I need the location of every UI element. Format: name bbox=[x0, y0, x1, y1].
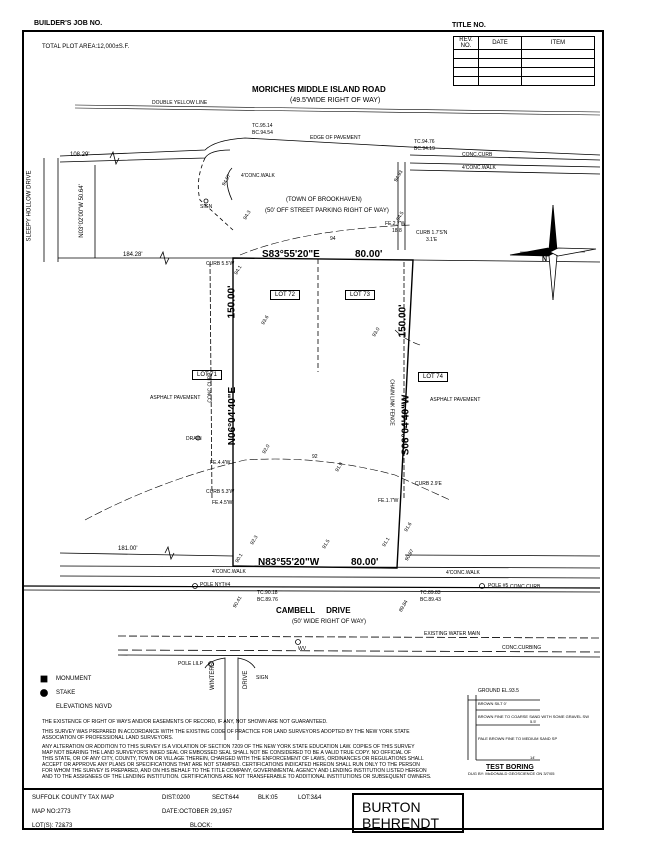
conc-walk-bottom-right: 4'CONC.WALK bbox=[446, 570, 480, 576]
tc-8983: TC.89.83 bbox=[420, 590, 441, 596]
water-main-label: EXISTING WATER MAIN bbox=[424, 631, 481, 637]
elev-920: 92.0 bbox=[261, 443, 272, 455]
sleepy-hollow-label: SLEEPY HOLLOW DRIVE bbox=[26, 170, 33, 242]
bc-8976: BC.89.76 bbox=[257, 597, 278, 603]
dist-south: 80.00' bbox=[351, 557, 379, 568]
note-3b: MAP NOT BEARING THE LAND SURVEYOR'S INKED SEAL OR EMBOSSED SEAL SHALL NOT BE CONSIDERED TO BE A VALID TRUE COPY. NO OFFICIAL OF bbox=[42, 750, 412, 756]
elev-901: 90.1 bbox=[234, 552, 245, 564]
stake-symbol bbox=[41, 690, 48, 697]
curb-29e: CURB 2.9'E bbox=[415, 481, 442, 487]
elev-94: 94 bbox=[330, 236, 336, 242]
top-road-row: (49.5'WIDE RIGHT OF WAY) bbox=[290, 97, 381, 104]
curb-53w: CURB 5.3'W bbox=[206, 489, 235, 495]
pole-lilp: POLE LILP bbox=[178, 661, 204, 667]
bc-8943: BC.89.43 bbox=[420, 597, 441, 603]
elev-9097: 90.97 bbox=[404, 548, 416, 563]
conc-walk-top-left: 4'CONC.WALK bbox=[241, 173, 275, 179]
water-main-line bbox=[118, 636, 600, 638]
elev-943: 94.3 bbox=[242, 209, 253, 221]
fe-17w: FE.1.7'W bbox=[378, 498, 399, 504]
pole-nyt4: POLE NYT#4 bbox=[200, 582, 231, 588]
edge-pavement-label: EDGE OF PAVEMENT bbox=[310, 135, 361, 141]
parking-line1: (TOWN OF BROOKHAVEN) bbox=[286, 197, 362, 203]
bearing-north: S83°55'20"E bbox=[262, 249, 320, 260]
elev-92: 92 bbox=[312, 454, 318, 460]
note-3e: FOR WHOM THE SURVEY IS PREPARED, AND ON HIS BEHALF TO THE TITLE COMPANY, GOVERNMENTAL AGENCY AND LENDING INSTITUTION LISTED HEREON bbox=[42, 768, 427, 774]
note-1: THE EXISTENCE OF RIGHT OF WAYS AND/OR EASEMENTS OF RECORD, IF ANY, NOT SHOWN ARE NOT GUARANTEED. bbox=[42, 719, 328, 725]
lot-72: LOT 72 bbox=[270, 290, 300, 300]
sign-label-2: SIGN bbox=[256, 675, 269, 681]
dist-north: 80.00' bbox=[355, 249, 383, 260]
footer-dist: DIST:0200 bbox=[162, 795, 191, 801]
elev-9084: 89.84 bbox=[398, 599, 410, 614]
tc-9476: TC.94.76 bbox=[414, 139, 435, 145]
fe-27: FE.2.7'W bbox=[385, 221, 406, 227]
parking-line2: (50' OFF STREET PARKING RIGHT OF WAY) bbox=[265, 208, 389, 214]
top-road-name: MORICHES MIDDLE ISLAND ROAD bbox=[252, 85, 386, 94]
boring-credit: DUG BY: McDONALD GEOSCIENCE ON 3/7/05 bbox=[468, 771, 555, 776]
note-3a: ANY ALTERATION OR ADDITION TO THIS SURVEY IS A VIOLATION OF SECTION 7209 OF THE NEW YORK STATE EDUCATION LAW. COPIES OF THIS SURVEY bbox=[42, 744, 415, 750]
boring-l2: BROWN SILT 0' bbox=[478, 701, 507, 706]
footer-divider bbox=[22, 788, 604, 790]
elev-9493: 94.93 bbox=[393, 169, 405, 184]
elev-945: 94.5 bbox=[395, 210, 406, 222]
rev-header-date: DATE bbox=[479, 37, 522, 50]
footer-lot: LOT:3&4 bbox=[298, 795, 322, 801]
boring-l3: BROWN FINE TO COARSE SAND WITH SOME GRAVEL SW bbox=[478, 714, 589, 719]
boring-d2: 5.5' bbox=[530, 719, 537, 724]
winters-label-1: WINTERS bbox=[210, 662, 216, 690]
dist-west: 150.00' bbox=[226, 285, 238, 319]
north-arrow-label: N bbox=[542, 256, 548, 263]
sleepy-bearing: N03°02'00"W 50.64' bbox=[78, 184, 85, 238]
note-3c: THIS STATE, OR OF ANY CITY, COUNTY, TOWN OR VILLAGE THEREIN, CHARGED WITH THE ENFORCEMENT OF LAWS, ORDINANCES OR REGULATIONS SHALL bbox=[42, 756, 424, 762]
fe-45w: FE.4.5'W bbox=[212, 500, 233, 506]
legend-monument: MONUMENT bbox=[56, 676, 92, 682]
note-3d: ACCEPT OR APPROVE ANY PLANS OR SPECIFICATIONS THAT ARE NOT STAMPED. CERTIFICATIONS INDICATED HEREON SHALL RUN ONLY TO THE PERSON bbox=[42, 762, 420, 768]
curb-31e: 3.1'E bbox=[426, 237, 438, 243]
note-2b: ASSOCIATION OF PROFESSIONAL LAND SURVEYORS. bbox=[42, 735, 174, 741]
elev-919: 91.9 bbox=[334, 461, 345, 473]
builders-job-no: BUILDER'S JOB NO. bbox=[34, 20, 103, 27]
asphalt-left: ASPHALT PAVEMENT bbox=[150, 395, 201, 401]
elev-9497: 94.97 bbox=[221, 173, 233, 188]
elev-930: 93.0 bbox=[371, 326, 382, 338]
drain-label: DRAIN bbox=[186, 436, 202, 442]
monument-symbol bbox=[41, 676, 47, 682]
elev-9489: 18.8 bbox=[392, 228, 402, 234]
conc-walk-bottom-left: 4'CONC.WALK bbox=[212, 569, 246, 575]
conc-curb-bottom: CONC.CURB bbox=[510, 584, 541, 590]
tc-9514: TC.95.14 bbox=[252, 123, 273, 129]
bc-9419: BC.94.19 bbox=[414, 146, 435, 152]
rev-header-no: REV. NO. bbox=[454, 37, 479, 50]
footer-date: DATE:OCTOBER 29,1957 bbox=[162, 809, 233, 815]
elev-941: 94.1 bbox=[233, 264, 244, 276]
lot-71: LOT 71 bbox=[192, 370, 222, 380]
footer-blk: BLK:05 bbox=[258, 795, 278, 801]
footer-lots: LOT(S): 72&73 bbox=[32, 823, 73, 829]
curb-55w: CURB 5.5'W bbox=[206, 261, 235, 267]
rev-header-item: ITEM bbox=[522, 37, 595, 50]
boring-title: TEST BORING bbox=[486, 764, 534, 771]
asphalt-right: ASPHALT PAVEMENT bbox=[430, 397, 481, 403]
firm-name-1: BURTON bbox=[362, 799, 421, 815]
curb-17: CURB 1.7'S'N bbox=[416, 230, 448, 236]
note-2a: THIS SURVEY WAS PREPARED IN ACCORDANCE WITH THE EXISTING CODE OF PRACTICE FOR LAND SURVEYORS ADOPTED BY THE NEW YORK STATE bbox=[42, 729, 410, 735]
note-3f: AND TO THE ASSIGNEES OF THE LENDING INSTITUTION. CERTIFICATIONS ARE NOT TRANSFERABLE TO ADDITIONAL INSTITUTIONS OR SUBSEQUENT OWNERS. bbox=[42, 774, 432, 780]
dist-east: 150.00' bbox=[397, 304, 409, 338]
chain-link-fence: CHAIN LINK FENCE bbox=[388, 379, 395, 426]
elev-923: 92.3 bbox=[249, 534, 260, 546]
fe-44w: FE.4.4'W bbox=[210, 460, 231, 466]
bc-9454: BC.94.54 bbox=[252, 130, 273, 136]
elev-911: 91.1 bbox=[381, 536, 392, 548]
dist-181: 181.00' bbox=[118, 546, 138, 552]
tc-9018: TC.90.18 bbox=[257, 590, 278, 596]
bearing-south: N83°55'20"W bbox=[258, 557, 320, 568]
double-yellow-label: DOUBLE YELLOW LINE bbox=[152, 100, 208, 106]
footer-map-no: MAP NO:2773 bbox=[32, 809, 71, 815]
conc-curb-top-label: CONC.CURB bbox=[462, 152, 493, 158]
elev-915: 91.5 bbox=[321, 538, 332, 550]
legend-elevations: ELEVATIONS NGVD bbox=[56, 704, 112, 710]
conc-walk-top-right: 4'CONC.WALK bbox=[462, 165, 496, 171]
dist-108: 108.29' bbox=[70, 152, 90, 158]
wv-label: WV bbox=[298, 646, 307, 652]
bottom-road-row: (50' WIDE RIGHT OF WAY) bbox=[292, 619, 367, 625]
dist-184: 184.28' bbox=[123, 252, 143, 258]
conc-curb-vert: CONC.CURB bbox=[207, 372, 214, 403]
firm-name-2: BEHRENDT bbox=[362, 815, 440, 831]
bottom-road-name: CAMBELL DRIVE bbox=[276, 606, 351, 615]
footer-block: BLOCK: bbox=[190, 823, 213, 829]
bearing-west: N06°04'40"E bbox=[227, 386, 239, 446]
bearing-east: S06°04'40"W bbox=[400, 394, 412, 456]
boring-l5: PALE BROWN FINE TO MEDIUM SAND SP bbox=[478, 736, 558, 741]
winters-label-2: DRIVE bbox=[243, 670, 249, 689]
elev-9041: 90.41 bbox=[232, 595, 244, 610]
lot-74: LOT 74 bbox=[418, 372, 448, 382]
footer-tax-map: SUFFOLK COUNTY TAX MAP bbox=[32, 795, 115, 801]
elev-936: 93.6 bbox=[260, 314, 271, 326]
legend-stake: STAKE bbox=[56, 690, 76, 696]
lot-73: LOT 73 bbox=[345, 290, 375, 300]
total-plot-area: TOTAL PLOT AREA:12,000±S.F. bbox=[42, 44, 130, 50]
pole-5: POLE #5 bbox=[488, 583, 509, 589]
boring-d3: 14' bbox=[530, 755, 536, 760]
property-boundary bbox=[233, 258, 413, 568]
boring-l1: GROUND EL.93.5 bbox=[478, 688, 519, 694]
conc-curbing-label: CONC.CURBING bbox=[502, 645, 542, 651]
title-no: TITLE NO. bbox=[452, 22, 486, 29]
firm-box bbox=[352, 793, 464, 833]
double-yellow-line bbox=[75, 105, 600, 112]
elev-916: 91.6 bbox=[403, 521, 414, 533]
footer-sect: SECT:644 bbox=[212, 795, 240, 801]
north-arrow-icon bbox=[510, 205, 596, 300]
sign-label: SIGN bbox=[200, 204, 213, 210]
